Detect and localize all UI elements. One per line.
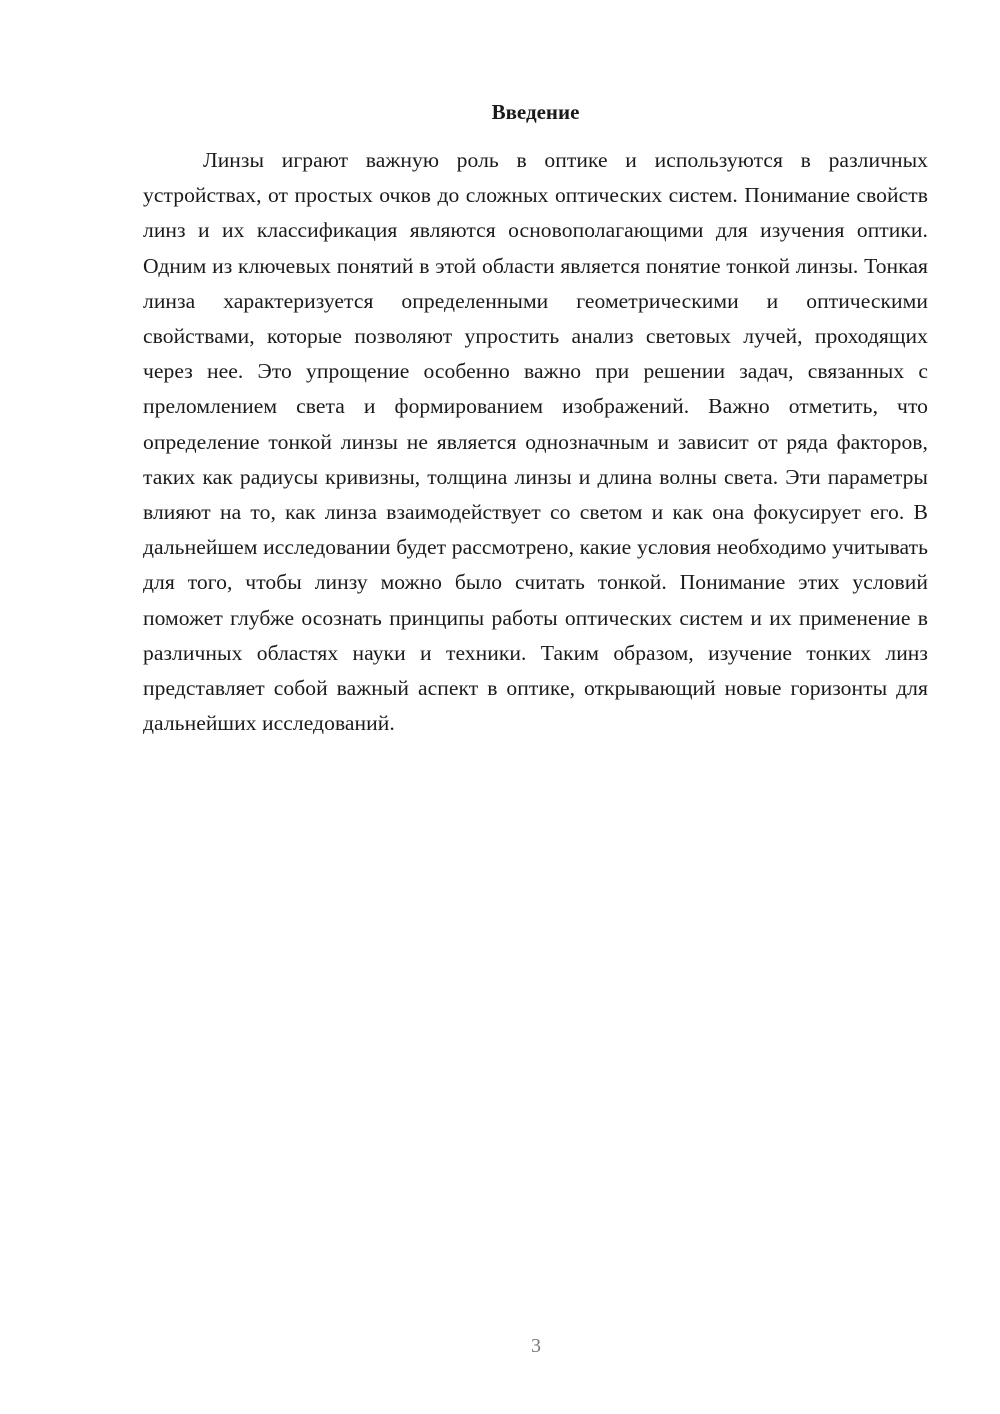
page-number: 3 — [531, 1335, 541, 1357]
section-heading: Введение — [491, 100, 580, 124]
body-paragraph: Линзы играют важную роль в оптике и используются в различных устройствах, от простых очков до сложных оптических систем. Понимание свойств линз и их классификация являются основополагающими для изучения оптики. Одним из ключевых понятий в этой области является понятие тонкой линзы. Тонкая линза характеризуется определенными геометрическими и оптическими свойствами, которые позволяют упростить анализ световых лучей, проходящих через нее. Это упрощение особенно важно при решении задач, связанных с преломлением света и формированием изображений. Важно отметить, что определение тонкой линзы не является однозначным и зависит от ряда факторов, таких как радиусы кривизны, толщина линзы и длина волны света. Эти параметры влияют на то, как линза взаимодействует со светом и как она фокусирует его. В дальнейшем исследовании будет рассмотрено, какие условия необходимо учитывать для того, чтобы линзу можно было считать тонкой. Понимание этих условий поможет глубже осознать принципы работы оптических систем и их применение в различных областях науки и техники. Таким образом, изучение тонких линз представляет собой важный аспект в оптике, открывающий новые горизонты для дальнейших исследований. — [143, 148, 928, 736]
